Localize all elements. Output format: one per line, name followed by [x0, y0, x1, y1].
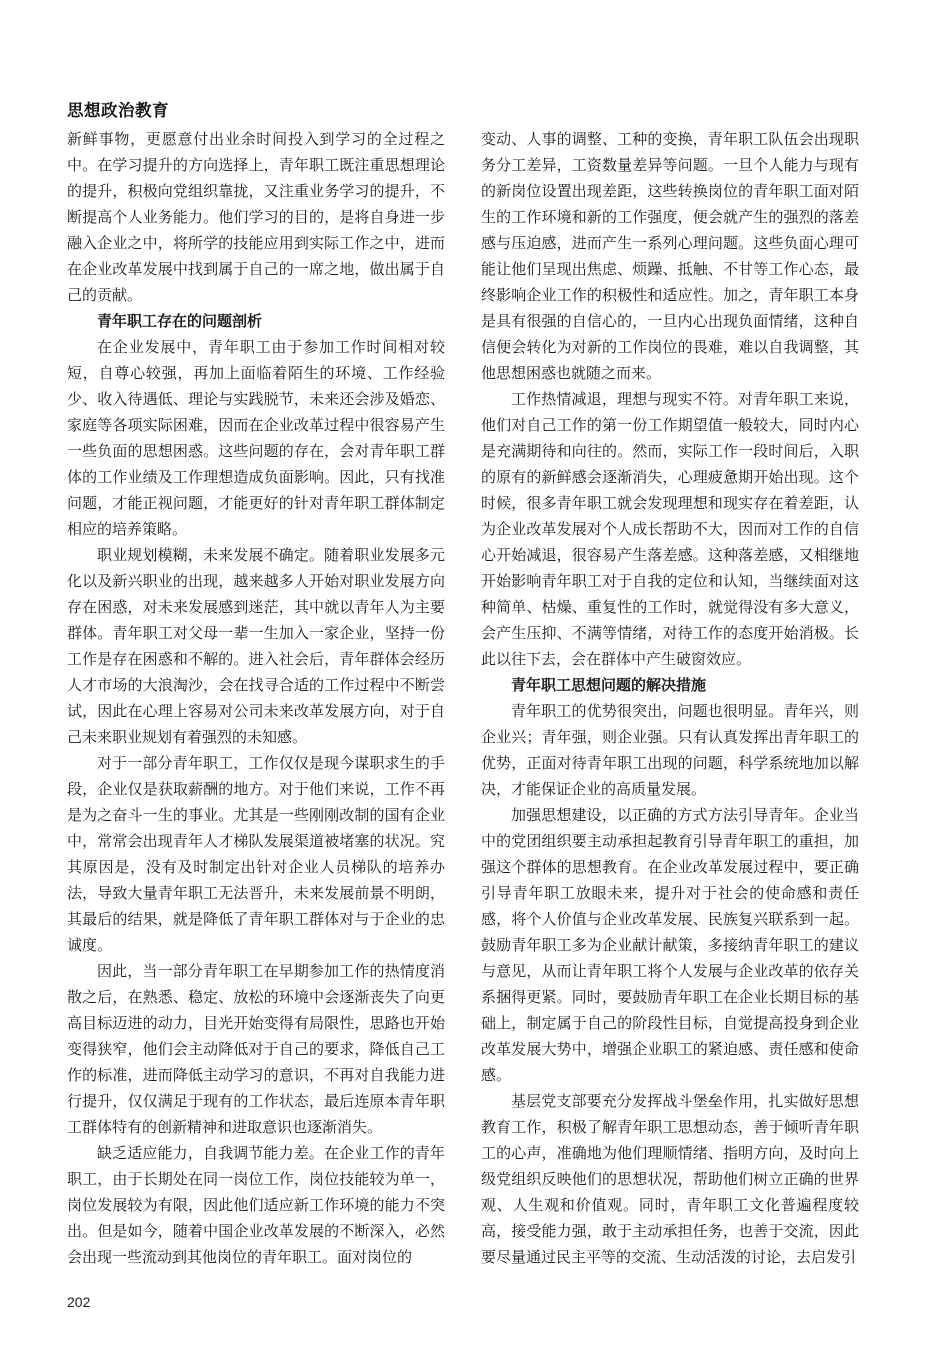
paragraph: 职业规划模糊，未来发展不确定。随着职业发展多元化以及新兴职业的出现，越来越多人开始对职业发展方向存在困惑，对未来发展感到迷茫，其中就以青年人为主要群体。青年职工对父母一辈一生加入一家企业，坚持一份工作是存在困惑和不解的。进入社会后，青年群体会经历人才市场的大浪淘沙，会在找寻合适的工作过程中不断尝试，因此在心理上容易对公司未来改革发展方向，对于自己未来职业规划有着强烈的未知感。: [67, 546, 445, 746]
section-heading: 青年职工思想问题的解决措施: [511, 676, 707, 694]
paragraph: 变动、人事的调整、工种的变换，青年职工队伍会出现职务分工差异，工资数量差异等问题。一旦个人能力与现有的新岗位设置出现差距，这些转换岗位的青年职工面对陌生的工作环境和新的工作强度，便会就产生的强烈的落差感与压迫感，进而产生一系列心理问题。这些负面心理可能让他们呈现出焦虑、烦躁、抵触、不甘等工作心态，最终影响企业工作的积极性和适应性。加之，青年职工本身是具有很强的自信心的，一旦内心出现负面情绪，这种自信便会转化为对新的工作岗位的畏难，难以自我调整，其他思想困惑也就随之而来。: [481, 130, 859, 382]
paragraph: 在企业发展中，青年职工由于参加工作时间相对较短，自尊心较强，再加上面临着陌生的环境、工作经验少、收入待遇低、理论与实践脱节，未来还会涉及婚恋、家庭等各项实际困难，因而在企业改革过程中很容易产生一些负面的思想困惑。这些问题的存在，会对青年职工群体的工作业绩及工作理想造成负面影响。因此，只有找准问题，才能正视问题，才能更好的针对青年职工群体制定相应的培养策略。: [67, 338, 445, 538]
paragraph: 新鲜事物，更愿意付出业余时间投入到学习的全过程之中。在学习提升的方向选择上，青年职工既注重思想理论的提升，积极向党组织靠拢，又注重业务学习的提升，不断提高个人业务能力。他们学习的目的，是将自身进一步融入企业之中，将所学的技能应用到实际工作之中，进而在企业改革发展中找到属于自己的一席之地，做出属于自己的贡献。: [67, 130, 445, 304]
page-number: 202: [67, 1294, 91, 1310]
left-column: [67, 126, 445, 1270]
paragraph: 对于一部分青年职工，工作仅仅是现今谋职求生的手段，企业仅是获取薪酬的地方。对于他们来说，工作不再是为之奋斗一生的事业。尤其是一些刚刚改制的国有企业中，常常会出现青年人才梯队发展渠道被堵塞的状况。究其原因是，没有及时制定出针对企业人员梯队的培养办法，导致大量青年职工无法晋升，未来发展前景不明朗，其最后的结果，就是降低了青年职工群体对与于企业的忠诚度。: [67, 754, 445, 954]
section-header: 思想政治教育: [67, 101, 169, 120]
right-column: [481, 126, 859, 1270]
paragraph: 因此，当一部分青年职工在早期参加工作的热情度消散之后，在熟悉、稳定、放松的环境中会逐渐丧失了向更高目标迈进的动力，目光开始变得有局限性，思路也开始变得狭窄，他们会主动降低对于自己的要求，降低自己工作的标准，进而降低主动学习的意识，不再对自我能力进行提升，仅仅满足于现有的工作状态，最后连原本青年职工群体特有的创新精神和进取意识也逐渐消失。: [67, 962, 445, 1136]
section-heading: 青年职工存在的问题剖析: [97, 312, 263, 330]
paragraph: 缺乏适应能力，自我调节能力差。在企业工作的青年职工，由于长期处在同一岗位工作，岗位技能较为单一，岗位发展较为有限，因此他们适应新工作环境的能力不突出。但是如今，随着中国企业改革发展的不断深入，必然会出现一些流动到其他岗位的青年职工。面对岗位的: [67, 1144, 445, 1266]
paragraph: 加强思想建设，以正确的方式方法引导青年。企业当中的党团组织要主动承担起教育引导青年职工的重担，加强这个群体的思想教育。在企业改革发展过程中，要正确引导青年职工放眼未来，提升对于社会的使命感和责任感，将个人价值与企业改革发展、民族复兴联系到一起。鼓励青年职工多为企业献计献策，多接纳青年职工的建议与意见，从而让青年职工将个人发展与企业改革的依存关系捆得更紧。同时，要鼓励青年职工在企业长期目标的基础上，制定属于自己的阶段性目标，自觉提高投身到企业改革发展大势中，增强企业职工的紧迫感、责任感和使命感。: [481, 806, 859, 1084]
paragraph: 基层党支部要充分发挥战斗堡垒作用，扎实做好思想教育工作，积极了解青年职工思想动态，善于倾听青年职工的心声，准确地为他们理顺情绪、指明方向，及时向上级党组织反映他们的思想状况，帮助他们树立正确的世界观、人生观和价值观。同时，青年职工文化普遍程度较高，接受能力强，敢于主动承担任务，也善于交流，因此要尽量通过民主平等的交流、生动活泼的讨论，去启发引: [481, 1092, 859, 1266]
paragraph: 工作热情减退，理想与现实不符。对青年职工来说，他们对自己工作的第一份工作期望值一般较大，同时内心是充满期待和向往的。然而，实际工作一段时间后，入职的原有的新鲜感会逐渐消失，心理疲惫期开始出现。这个时候，很多青年职工就会发现理想和现实存在着差距，认为企业改革发展对个人成长帮助不大，因而对工作的自信心开始减退，很容易产生落差感。这种落差感，又相继地开始影响青年职工对于自我的定位和认知，当继续面对这种简单、枯燥、重复性的工作时，就觉得没有多大意义，会产生压抑、不满等情绪，对待工作的态度开始消极。长此以往下去，会在群体中产生破窗效应。: [481, 390, 859, 668]
paragraph: 青年职工的优势很突出，问题也很明显。青年兴，则企业兴；青年强，则企业强。只有认真发挥出青年职工的优势，正面对待青年职工出现的问题，科学系统地加以解决，才能保证企业的高质量发展。: [481, 702, 859, 798]
